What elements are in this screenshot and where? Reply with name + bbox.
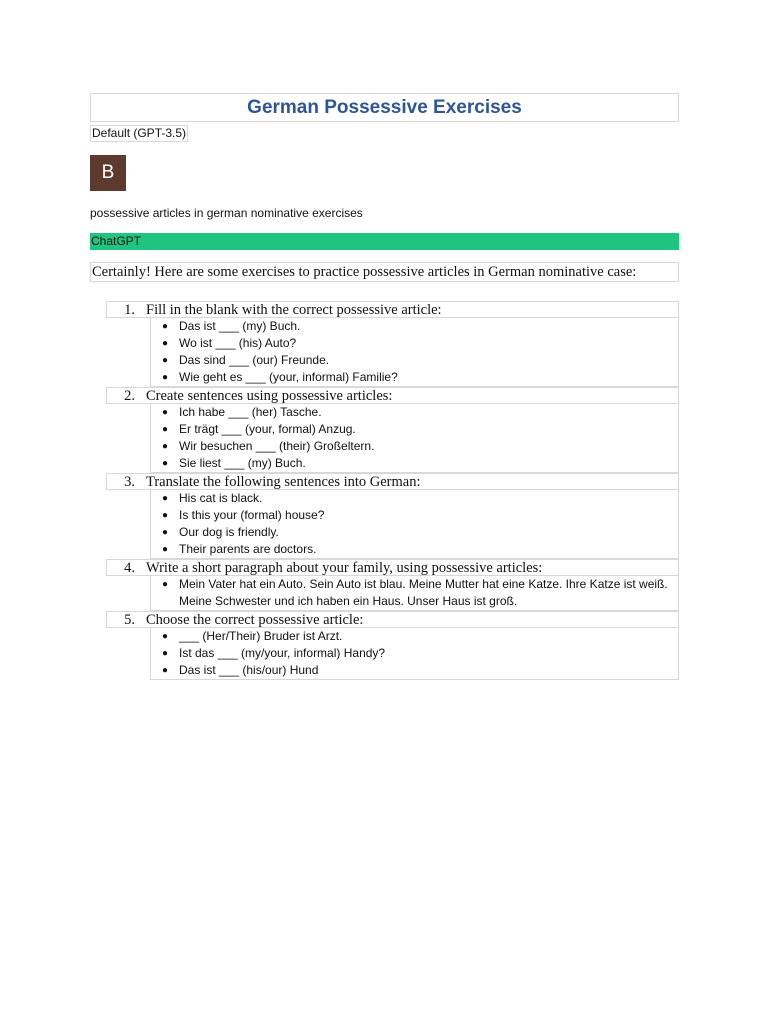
bullet-icon: ● bbox=[161, 458, 169, 469]
exercise-heading bbox=[106, 473, 679, 490]
exercise bbox=[106, 559, 679, 611]
exercise-heading-text: Write a short paragraph about your family, using possessive articles: bbox=[146, 560, 543, 576]
exercise-number: 2. bbox=[124, 388, 135, 404]
bullet-icon: ● bbox=[161, 407, 169, 418]
bullet-icon: ● bbox=[161, 631, 169, 642]
bullet-icon: ● bbox=[161, 441, 169, 452]
assistant-intro: Certainly! Here are some exercises to practice possessive articles in German nominative case: bbox=[90, 262, 679, 282]
document-page bbox=[90, 93, 679, 680]
list-item: ● Wie geht es ___ (your, informal) Familie? bbox=[151, 369, 678, 386]
list-item: ● Das sind ___ (our) Freunde. bbox=[151, 352, 678, 369]
exercise bbox=[106, 611, 679, 680]
exercise-heading-text: Translate the following sentences into German: bbox=[146, 474, 421, 490]
exercise-number: 5. bbox=[124, 612, 135, 628]
list-item: ● Is this your (formal) house? bbox=[151, 507, 678, 524]
model-label: Default (GPT-3.5) bbox=[92, 126, 187, 140]
bullet-icon: ● bbox=[161, 510, 169, 521]
exercise-items bbox=[150, 628, 679, 680]
exercise-heading bbox=[106, 611, 679, 628]
bullet-icon: ● bbox=[161, 338, 169, 349]
user-avatar: B bbox=[90, 155, 126, 191]
bullet-icon: ● bbox=[161, 527, 169, 538]
bullet-icon: ● bbox=[161, 493, 169, 504]
list-item: ● Er trägt ___ (your, formal) Anzug. bbox=[151, 421, 678, 438]
exercise-number: 4. bbox=[124, 560, 135, 576]
list-item: ● His cat is black. bbox=[151, 490, 678, 507]
bullet-icon: ● bbox=[161, 665, 169, 676]
exercise-heading-text: Create sentences using possessive articles: bbox=[146, 388, 393, 404]
exercise bbox=[106, 387, 679, 473]
bullet-icon: ● bbox=[161, 321, 169, 332]
assistant-label: ChatGPT bbox=[90, 233, 679, 250]
exercise-items bbox=[150, 318, 679, 387]
bullet-icon: ● bbox=[161, 648, 169, 659]
list-item: ● Mein Vater hat ein Auto. Sein Auto ist blau. Meine Mutter hat eine Katze. Ihre Katze ist weiß. Meine Schwester und ich haben ein Haus. Unser Haus ist groß. bbox=[151, 576, 678, 610]
bullet-icon: ● bbox=[161, 372, 169, 383]
exercise-heading bbox=[106, 387, 679, 404]
exercise-heading bbox=[106, 301, 679, 318]
exercise bbox=[106, 301, 679, 387]
exercise-heading-text: Fill in the blank with the correct possessive article: bbox=[146, 302, 442, 318]
document-title: German Possessive Exercises bbox=[90, 93, 679, 122]
list-item: ● ___ (Her/Their) Bruder ist Arzt. bbox=[151, 628, 678, 645]
list-item: ● Das ist ___ (my) Buch. bbox=[151, 318, 678, 335]
user-prompt: possessive articles in german nominative exercises bbox=[90, 206, 363, 220]
exercise-items bbox=[150, 404, 679, 473]
exercise-number: 3. bbox=[124, 474, 135, 490]
exercise-list bbox=[106, 301, 679, 680]
exercise-heading bbox=[106, 559, 679, 576]
list-item: ● Das ist ___ (his/our) Hund bbox=[151, 662, 678, 679]
list-item: ● Ist das ___ (my/your, informal) Handy? bbox=[151, 645, 678, 662]
bullet-icon: ● bbox=[161, 355, 169, 366]
exercise-number: 1. bbox=[124, 302, 135, 318]
list-item: ● Our dog is friendly. bbox=[151, 524, 678, 541]
exercise-heading-text: Choose the correct possessive article: bbox=[146, 612, 364, 628]
exercise-items bbox=[150, 576, 679, 611]
list-item: ● Wir besuchen ___ (their) Großeltern. bbox=[151, 438, 678, 455]
list-item: ● Their parents are doctors. bbox=[151, 541, 678, 558]
list-item: ● Wo ist ___ (his) Auto? bbox=[151, 335, 678, 352]
bullet-icon: ● bbox=[161, 544, 169, 555]
list-item: ● Ich habe ___ (her) Tasche. bbox=[151, 404, 678, 421]
bullet-icon: ● bbox=[161, 424, 169, 435]
bullet-icon: ● bbox=[161, 579, 169, 590]
exercise bbox=[106, 473, 679, 559]
exercise-items bbox=[150, 490, 679, 559]
list-item: ● Sie liest ___ (my) Buch. bbox=[151, 455, 678, 472]
